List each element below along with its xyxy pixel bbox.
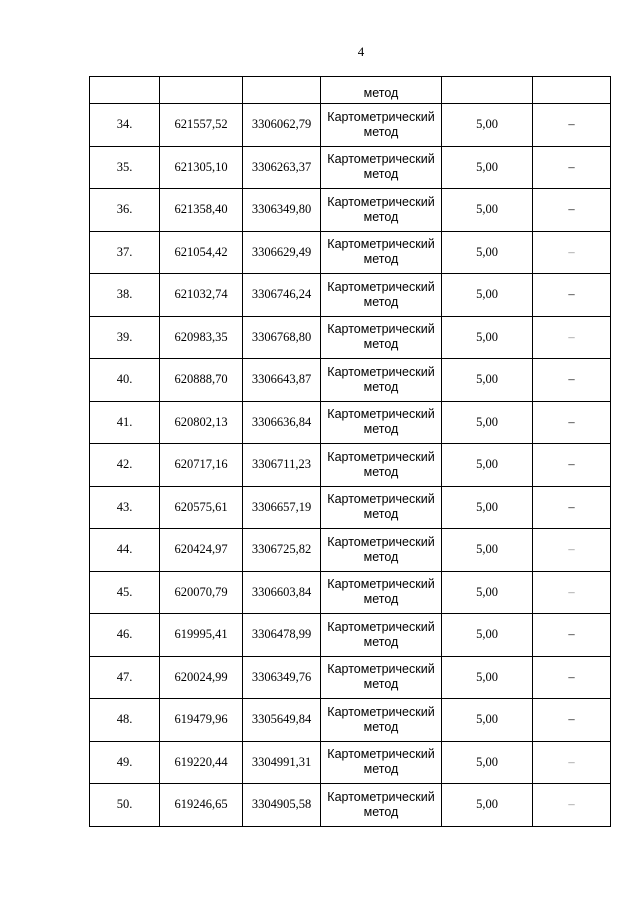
method-cell: Картометрический метод [321,316,442,359]
accuracy-cell: 5,00 [442,486,533,529]
y-cell: 3306349,76 [243,656,321,699]
num-cell: 49. [90,741,160,784]
y-cell: 3306643,87 [243,359,321,402]
method-cell: Картометрический метод [321,614,442,657]
y-cell [243,77,321,104]
method-cell: Картометрический метод [321,529,442,572]
note-cell: – [533,359,611,402]
x-cell: 620070,79 [160,571,243,614]
note-cell: – [533,274,611,317]
num-cell: 39. [90,316,160,359]
num-cell: 43. [90,486,160,529]
y-cell: 3306725,82 [243,529,321,572]
accuracy-cell: 5,00 [442,699,533,742]
y-cell: 3306768,80 [243,316,321,359]
accuracy-cell: 5,00 [442,529,533,572]
note-cell: – [533,614,611,657]
x-cell [160,77,243,104]
num-cell [90,77,160,104]
method-cell: Картометрический метод [321,146,442,189]
continuation-row [90,77,611,104]
num-cell: 41. [90,401,160,444]
note-cell: – [533,231,611,274]
num-cell: 34. [90,104,160,147]
table-row [90,614,611,657]
method-cell: Картометрический метод [321,741,442,784]
accuracy-cell: 5,00 [442,741,533,784]
y-cell: 3304991,31 [243,741,321,784]
note-cell: – [533,486,611,529]
num-cell: 35. [90,146,160,189]
table-row [90,359,611,402]
accuracy-cell: 5,00 [442,189,533,232]
y-cell: 3304905,58 [243,784,321,827]
num-cell: 44. [90,529,160,572]
accuracy-cell: 5,00 [442,401,533,444]
x-cell: 620802,13 [160,401,243,444]
num-cell: 45. [90,571,160,614]
method-cell: Картометрический метод [321,656,442,699]
method-cell: Картометрический метод [321,274,442,317]
x-cell: 619479,96 [160,699,243,742]
note-cell: – [533,444,611,487]
y-cell: 3306349,80 [243,189,321,232]
table-body [90,77,611,827]
y-cell: 3306711,23 [243,444,321,487]
method-cell: Картометрический метод [321,359,442,402]
accuracy-cell: 5,00 [442,444,533,487]
note-cell: – [533,316,611,359]
x-cell: 620024,99 [160,656,243,699]
table-row [90,231,611,274]
num-cell: 38. [90,274,160,317]
accuracy-cell: 5,00 [442,104,533,147]
method-cell: Картометрический метод [321,571,442,614]
x-cell: 619220,44 [160,741,243,784]
table-row [90,784,611,827]
x-cell: 620575,61 [160,486,243,529]
y-cell: 3306636,84 [243,401,321,444]
method-cell: Картометрический метод [321,104,442,147]
method-cell: метод [321,77,442,104]
method-cell: Картометрический метод [321,444,442,487]
num-cell: 42. [90,444,160,487]
y-cell: 3306478,99 [243,614,321,657]
accuracy-cell: 5,00 [442,614,533,657]
method-cell: Картометрический метод [321,189,442,232]
table-row [90,146,611,189]
note-cell: – [533,656,611,699]
table-row [90,274,611,317]
accuracy-cell: 5,00 [442,571,533,614]
x-cell: 621054,42 [160,231,243,274]
num-cell: 50. [90,784,160,827]
accuracy-cell: 5,00 [442,359,533,402]
table-row [90,529,611,572]
x-cell: 621358,40 [160,189,243,232]
accuracy-cell [442,77,533,104]
accuracy-cell: 5,00 [442,231,533,274]
page-number: 4 [357,44,365,59]
accuracy-cell: 5,00 [442,316,533,359]
num-cell: 47. [90,656,160,699]
table-row [90,104,611,147]
accuracy-cell: 5,00 [442,146,533,189]
note-cell: – [533,189,611,232]
x-cell: 619246,65 [160,784,243,827]
x-cell: 621557,52 [160,104,243,147]
table-row [90,741,611,784]
num-cell: 40. [90,359,160,402]
x-cell: 619995,41 [160,614,243,657]
note-cell: – [533,741,611,784]
y-cell: 3306746,24 [243,274,321,317]
table-row [90,699,611,742]
table-row [90,571,611,614]
note-cell: – [533,104,611,147]
note-cell: – [533,699,611,742]
x-cell: 620983,35 [160,316,243,359]
accuracy-cell: 5,00 [442,784,533,827]
coordinates-table [89,76,611,827]
x-cell: 621305,10 [160,146,243,189]
x-cell: 620888,70 [160,359,243,402]
method-cell: Картометрический метод [321,699,442,742]
method-cell: Картометрический метод [321,231,442,274]
y-cell: 3306629,49 [243,231,321,274]
y-cell: 3305649,84 [243,699,321,742]
y-cell: 3306657,19 [243,486,321,529]
table-row [90,656,611,699]
method-cell: Картометрический метод [321,784,442,827]
num-cell: 48. [90,699,160,742]
note-cell: – [533,784,611,827]
y-cell: 3306603,84 [243,571,321,614]
y-cell: 3306263,37 [243,146,321,189]
note-cell: – [533,529,611,572]
note-cell: – [533,571,611,614]
x-cell: 621032,74 [160,274,243,317]
table-row [90,486,611,529]
num-cell: 37. [90,231,160,274]
table-row [90,189,611,232]
num-cell: 36. [90,189,160,232]
accuracy-cell: 5,00 [442,656,533,699]
method-cell: Картометрический метод [321,486,442,529]
method-cell: Картометрический метод [321,401,442,444]
x-cell: 620424,97 [160,529,243,572]
x-cell: 620717,16 [160,444,243,487]
num-cell: 46. [90,614,160,657]
note-cell: – [533,146,611,189]
table-row [90,401,611,444]
note-cell: – [533,401,611,444]
table-row [90,316,611,359]
table-row [90,444,611,487]
y-cell: 3306062,79 [243,104,321,147]
note-cell [533,77,611,104]
accuracy-cell: 5,00 [442,274,533,317]
